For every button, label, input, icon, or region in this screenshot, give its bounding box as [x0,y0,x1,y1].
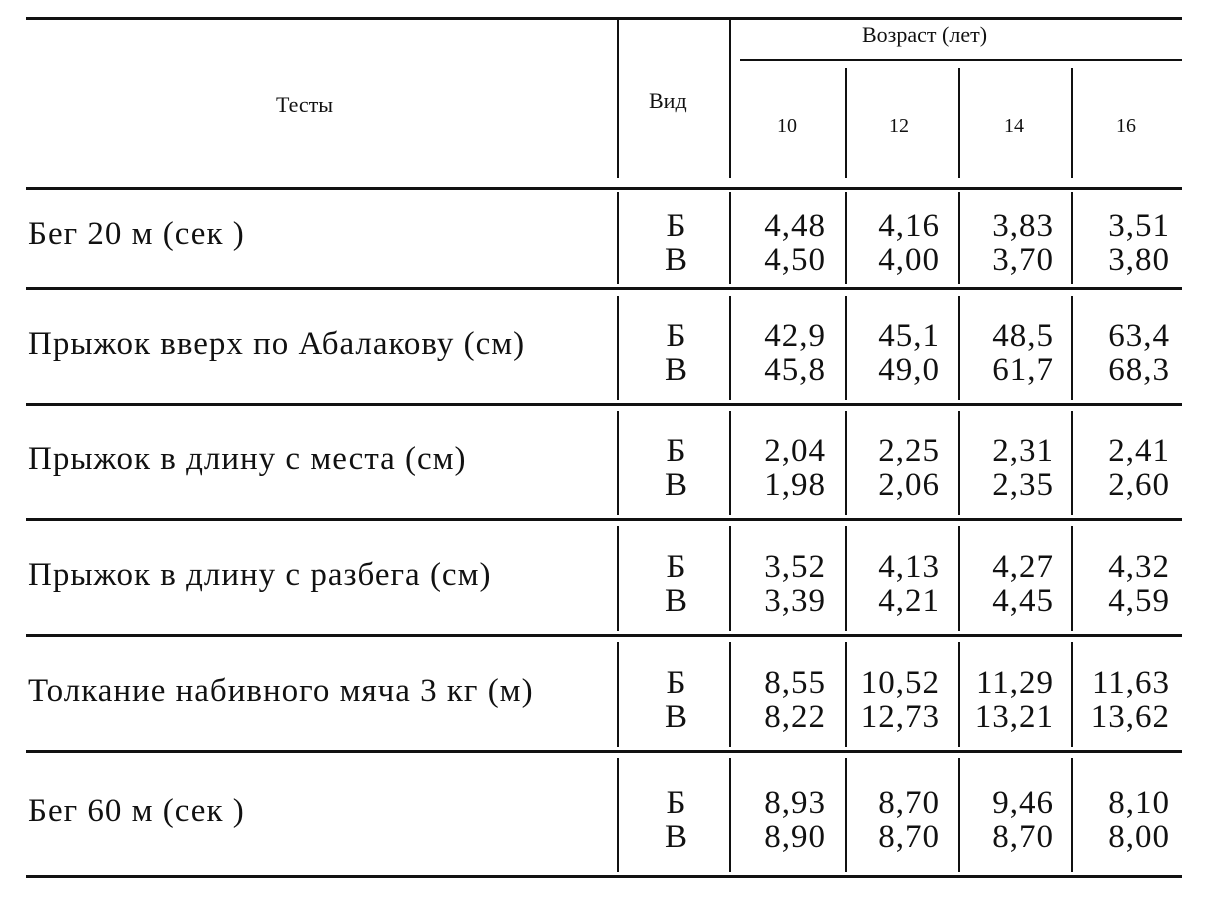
header-tests: Тесты [276,92,334,117]
row-divider [617,411,619,515]
value-cell: 4,32 [1108,548,1170,585]
row-rule [26,875,1182,878]
value-cell: 11,63 [1091,664,1170,701]
kind-label: Б [666,433,686,469]
header-age-14: 14 [1004,115,1024,137]
value-cell: 42,9 [764,318,826,354]
kind-label: Б [666,548,686,585]
row-divider [617,642,619,747]
value-cell: 45,1 [878,318,940,354]
row-divider [617,296,619,400]
kind-label: В [664,467,687,503]
test-name: Прыжок в длину с разбега (см) [28,556,492,593]
header-divider-age-2 [958,68,960,178]
header-kind: Вид [649,88,687,113]
value-cell: 4,48 [764,208,826,244]
test-name: Бег 60 м (сек ) [28,793,245,829]
header-divider-age-1 [845,68,847,178]
value-cell: 4,00 [878,242,940,278]
value-cell: 8,22 [764,698,826,735]
value-cell: 4,16 [878,208,940,244]
value-cell: 8,93 [764,785,826,821]
value-cell: 13,62 [1090,698,1170,735]
value-cell: 3,39 [764,582,826,619]
value-cell: 3,80 [1108,242,1170,278]
header-bottom-rule [26,187,1182,190]
value-cell: 2,35 [992,467,1054,503]
value-cell: 3,70 [992,242,1054,278]
value-cell: 4,50 [764,242,826,278]
value-cell: 3,83 [992,208,1054,244]
value-cell: 3,51 [1108,208,1170,244]
value-cell: 8,55 [764,664,826,701]
value-cell: 2,04 [764,433,826,469]
value-cell: 11,29 [975,664,1054,701]
value-cell: 63,4 [1108,318,1170,354]
row-rule [26,634,1182,637]
value-cell: 49,0 [878,352,940,388]
test-name: Бег 20 м (сек ) [28,216,245,252]
value-cell: 2,31 [992,433,1054,469]
value-cell: 2,41 [1108,433,1170,469]
value-cell: 8,70 [992,819,1054,855]
value-cell: 12,73 [860,698,940,735]
row-rule [26,518,1182,521]
kind-label: В [664,698,687,735]
test-name: Прыжок вверх по Абалакову (см) [28,326,526,362]
kind-label: В [664,352,687,388]
kind-label: В [664,819,687,855]
value-cell: 1,98 [764,467,826,503]
header-age-12: 12 [889,115,909,137]
kind-label: Б [666,785,686,821]
header-divider-kind-ages [729,20,731,178]
value-cell: 2,60 [1108,467,1170,503]
kind-label: В [664,582,687,619]
kind-label: Б [666,208,686,244]
row-divider [617,526,619,631]
value-cell: 2,25 [878,433,940,469]
value-cell: 3,52 [764,548,826,585]
value-cell: 8,90 [764,819,826,855]
row-rule [26,287,1182,290]
value-cell: 61,7 [992,352,1054,388]
value-cell: 8,10 [1108,785,1170,821]
header-divider-tests-kind [617,20,619,178]
value-cell: 13,21 [974,698,1054,735]
value-cell: 45,8 [764,352,826,388]
value-cell: 4,59 [1108,582,1170,619]
kind-label: Б [666,318,686,354]
header-age-10: 10 [777,115,797,137]
age-group-rule [740,59,1182,61]
row-divider [617,192,619,284]
value-cell: 8,70 [878,819,940,855]
header-age-16: 16 [1116,115,1136,137]
value-cell: 2,06 [878,467,940,503]
value-cell: 4,27 [992,548,1054,585]
value-cell: 10,52 [860,664,940,701]
header-divider-age-3 [1071,68,1073,178]
value-cell: 8,70 [878,785,940,821]
test-name: Толкание набивного мяча 3 кг (м) [28,672,534,709]
value-cell: 4,45 [992,582,1054,619]
row-rule [26,750,1182,753]
value-cell: 4,21 [878,582,940,619]
value-cell: 4,13 [878,548,940,585]
value-cell: 9,46 [992,785,1054,821]
row-divider [617,758,619,872]
test-name: Прыжок в длину с места (см) [28,441,467,477]
kind-label: Б [666,664,686,701]
table-top-rule [26,17,1182,20]
value-cell: 68,3 [1108,352,1170,388]
value-cell: 8,00 [1108,819,1170,855]
value-cell: 48,5 [992,318,1054,354]
header-age-group: Возраст (лет) [862,22,988,47]
kind-label: В [664,242,687,278]
row-rule [26,403,1182,406]
